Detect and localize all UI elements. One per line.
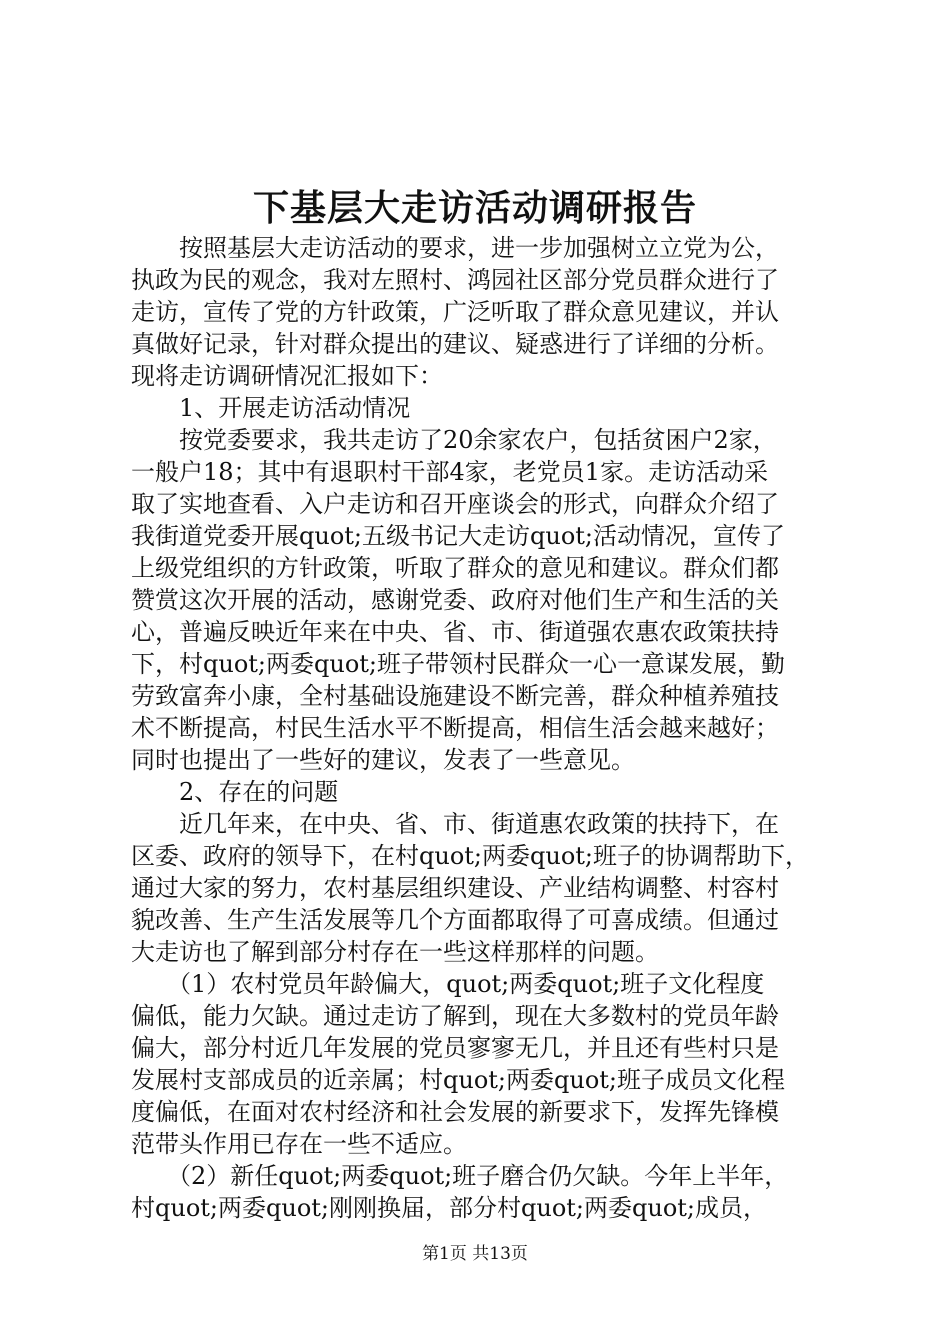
body-line: 1、开展走访活动情况 [131, 394, 411, 422]
body-line: 术不断提高，村民生活水平不断提高，相信生活会越来越好； [131, 714, 779, 742]
body-line: 偏低，能力欠缺。通过走访了解到，现在大多数村的党员年龄 [131, 1002, 779, 1030]
body-line: 村quot;两委quot;刚刚换届，部分村quot;两委quot;成员， [131, 1194, 767, 1222]
body-line: 范带头作用已存在一些不适应。 [131, 1130, 467, 1158]
body-line: 近几年来，在中央、省、市、街道惠农政策的扶持下，在 [131, 810, 779, 838]
body-line: 现将走访调研情况汇报如下： [131, 362, 443, 390]
page-footer: 第1页 共13页 [422, 1244, 528, 1264]
body-line: 上级党组织的方针政策，听取了群众的意见和建议。群众们都 [131, 554, 779, 582]
body-line: 执政为民的观念，我对左照村、鸿园社区部分党员群众进行了 [131, 266, 779, 294]
body-line: 赞赏这次开展的活动，感谢党委、政府对他们生产和生活的关 [131, 586, 779, 614]
body-line: （1）农村党员年龄偏大，quot;两委quot;班子文化程度 [131, 970, 765, 998]
body-line: 2、存在的问题 [131, 778, 339, 806]
body-line: 按照基层大走访活动的要求，进一步加强树立立党为公， [131, 234, 779, 262]
body-line: 取了实地查看、入户走访和召开座谈会的形式，向群众介绍了 [131, 490, 779, 518]
body-line: 心，普遍反映近年来在中央、省、市、街道强农惠农政策扶持 [131, 618, 779, 646]
body-line: 走访，宣传了党的方针政策，广泛听取了群众意见建议，并认 [131, 298, 779, 326]
body-line: 通过大家的努力，农村基层组织建设、产业结构调整、村容村 [131, 874, 779, 902]
body-line: 偏大，部分村近几年发展的党员寥寥无几，并且还有些村只是 [131, 1034, 779, 1062]
body-line: 劳致富奔小康，全村基础设施建设不断完善，群众种植养殖技 [131, 682, 779, 710]
body-line: 度偏低，在面对农村经济和社会发展的新要求下，发挥先锋模 [131, 1098, 779, 1126]
body-line: 同时也提出了一些好的建议，发表了一些意见。 [131, 746, 635, 774]
document-title: 下基层大走访活动调研报告 [252, 187, 697, 229]
body-line: 大走访也了解到部分村存在一些这样那样的问题。 [131, 938, 659, 966]
body-line: 按党委要求，我共走访了20余家农户，包括贫困户2家， [131, 426, 777, 454]
body-line: 真做好记录，针对群众提出的建议、疑惑进行了详细的分析。 [131, 330, 779, 358]
body-line: 一般户18；其中有退职村干部4家，老党员1家。走访活动采 [131, 458, 769, 486]
body-line: 我街道党委开展quot;五级书记大走访quot;活动情况，宣传了 [131, 522, 785, 550]
body-line: 区委、政府的领导下，在村quot;两委quot;班子的协调帮助下， [131, 842, 809, 870]
body-line: 发展村支部成员的近亲属；村quot;两委quot;班子成员文化程 [131, 1066, 785, 1094]
body-line: （2）新任quot;两委quot;班子磨合仍欠缺。今年上半年， [131, 1162, 789, 1190]
body-line: 下，村quot;两委quot;班子带领村民群众一心一意谋发展，勤 [131, 650, 785, 678]
body-line: 貌改善、生产生活发展等几个方面都取得了可喜成绩。但通过 [131, 906, 779, 934]
document-body [131, 232, 831, 1224]
